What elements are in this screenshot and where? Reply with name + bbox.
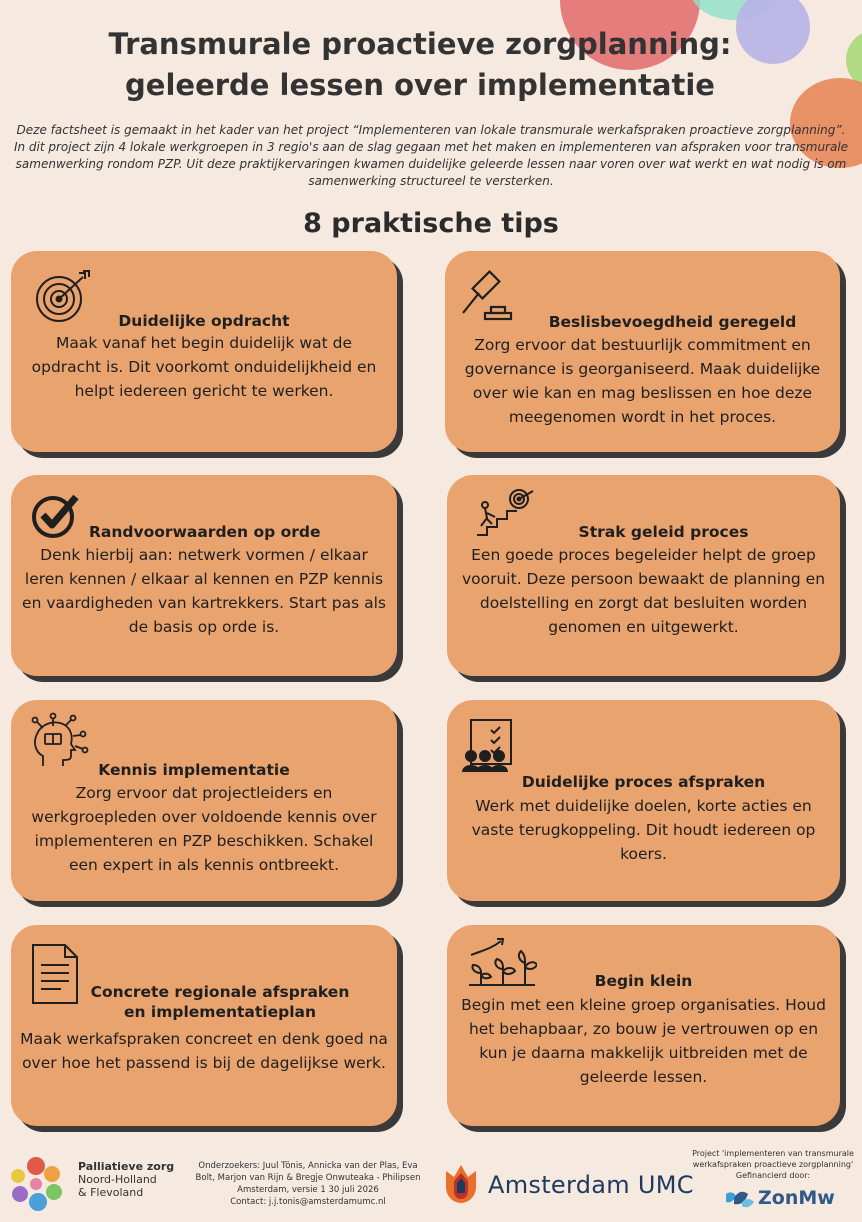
tip-title: Duidelijke opdracht [118,312,290,330]
zonmw-logo [724,1184,835,1216]
project-note-line: Gefinancierd door: [735,1171,811,1180]
tip-card-concrete-regionale-afspraken [11,925,397,1126]
tip-title: Kennis implementatie [98,761,290,779]
zonmw-name: ZonMw [758,1187,835,1209]
contact-email: Contact: j.j.tonis@amsterdamumc.nl [230,1197,386,1207]
tip-body: Denk hierbij aan: netwerk vormen / elkaar leren kennen / elkaar al kennen en PZP kennis en vaardigheden van kartrekkers. Start pas als de basis op orde is. [22,546,386,636]
zonmw-mark-icon [724,1184,756,1212]
tip-card-randvoorwaarden [11,475,397,676]
team-checklist-icon [461,718,517,772]
tip-body: Zorg ervoor dat bestuurlijk commitment en governance is georganiseerd. Maak duidelijke over wie kan en mag beslissen en hoe deze meegenomen wordt in het proces. [464,336,821,426]
org-name-line: Noord-Holland [78,1173,157,1186]
tip-title: Beslisbevoegdheid geregeld [548,313,797,331]
intro-line: Deze factsheet is gemaakt in het kader van het project “Implementeren van lokale transmurale werkafspraken proactieve zorgplanning”. [16,123,846,137]
tips-heading: 8 praktische tips [303,208,559,239]
tip-body: Begin met een kleine groep organisaties. Houd het behapbaar, zo bouw je vertrouwen op en kun je daarna makkelijk uitbreiden met de geleerde lessen. [461,996,826,1086]
tip-body: Maak werkafspraken concreet en denk goed na over hoe het passend is bij de dagelijkse werk. [20,1030,388,1072]
project-note-line: werkafspraken proactieve zorgplanning' [692,1160,854,1169]
tip-card-kennis-implementatie [11,700,397,901]
credits [182,1160,434,1208]
palliatieve-zorg-logo [2,1148,70,1216]
intro-line: samenwerking structureel te versterken. [308,174,554,188]
title-line-2: geleerde lessen over implementatie [125,68,715,102]
tip-card-duidelijke-proces-afspraken [447,700,840,901]
credits-line: Onderzoekers: Juul Tönis, Annicka van der Plas, Eva [198,1161,418,1171]
credits-line: Amsterdam, versie 1 30 juli 2026 [237,1185,379,1195]
tip-title: Duidelijke proces afspraken [521,773,766,791]
org-name-line: & Flevoland [78,1186,144,1199]
tip-body: Werk met duidelijke doelen, korte acties en vaste terugkoppeling. Dit houdt iedereen op koers. [471,797,816,863]
checkmark-icon [31,491,83,539]
document-icon [31,943,81,1005]
tip-body: Een goede proces begeleider helpt de groep vooruit. Deze persoon bewaakt de planning en doelstelling en zorgt dat besluiten worden genomen en uitgewerkt. [461,546,826,636]
credits-line: Bolt, Marjon van Rijn & Bregje Onwuteaka - Philipsen [195,1173,421,1183]
tip-card-begin-klein [447,925,840,1126]
tip-title: Concrete regionale afspraken en implementatieplan [90,983,350,1021]
project-note [690,1148,856,1181]
title-line-1: Transmurale proactieve zorgplanning: [108,27,732,61]
org-name-line: Palliatieve zorg [78,1160,175,1173]
tip-card-duidelijke-opdracht [11,251,397,452]
tip-title: Begin klein [594,972,693,990]
tulip-icon [442,1163,480,1205]
intro-line: samenwerking rondom PZP. Uit deze praktijkervaringen kwamen duidelijke geleerde lessen naar voren over wat werkt en wat nodig is om [15,157,847,171]
tip-body: Maak vanaf het begin duidelijk wat de opdracht is. Dit voorkomt onduidelijkheid en helpt iedereen gericht te werken. [31,334,377,400]
amsterdam-umc-name: Amsterdam UMC [488,1171,694,1199]
tip-body: Zorg ervoor dat projectleiders en werkgroepleden over voldoende kennis over implementeren en PZP beschikken. Schakel een expert in als kennis ontbreekt. [31,784,377,874]
page-title [60,24,780,106]
intro-line: In dit project zijn 4 lokale werkgroepen in 3 regio's aan de slag gegaan met het maken en implementeren van afspraken voor transmurale [13,140,849,154]
project-note-line: Project 'implementeren van transmurale [692,1149,854,1158]
intro-text [8,122,854,190]
tip-title: Strak geleid proces [578,523,749,541]
tip-card-strak-geleid-proces [447,475,840,676]
tip-title: Randvoorwaarden op orde [89,523,321,541]
tip-card-beslisbevoegdheid [445,251,840,452]
palliatieve-zorg-name [78,1160,174,1199]
amsterdam-umc-logo [442,1163,694,1209]
